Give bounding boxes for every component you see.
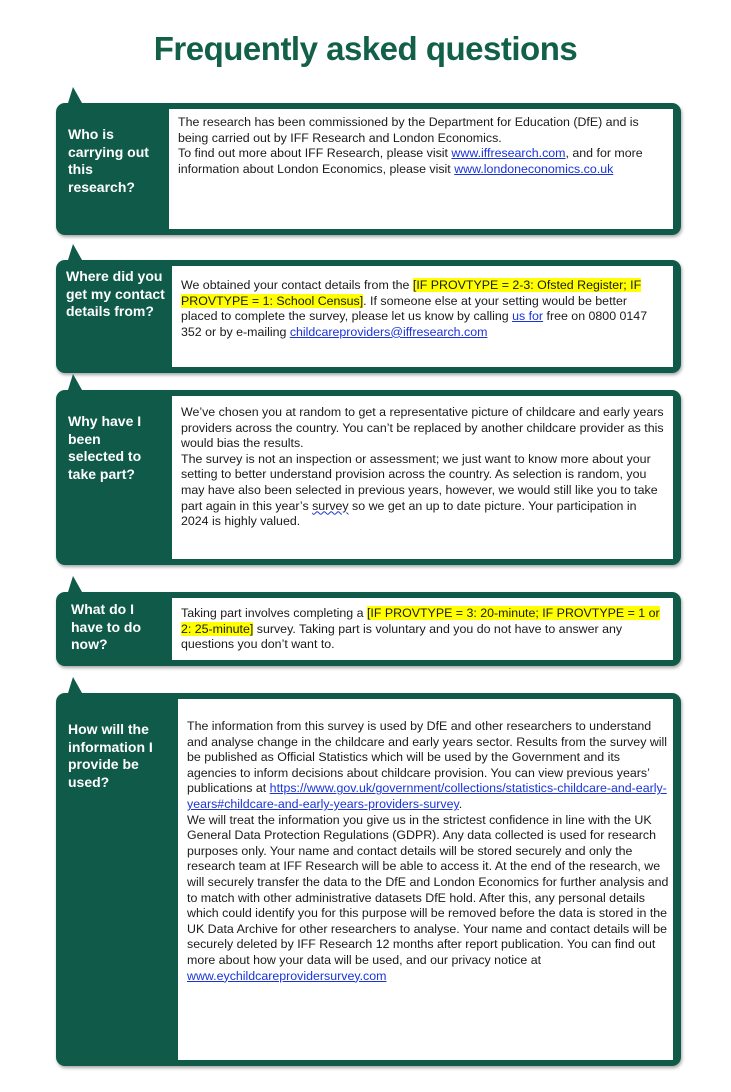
answer-text: free on 0800 0147 352 or by e-mailing <box>181 309 648 339</box>
speech-bubble-tail <box>68 244 82 260</box>
answer-paragraph <box>187 813 669 985</box>
faq-question: What do I have to do now? <box>71 601 142 653</box>
answer-paragraph <box>187 719 669 813</box>
faq-question: Who is carrying out this research? <box>68 126 149 195</box>
spellcheck-underlined-word: survey <box>312 498 349 513</box>
survey-website-link[interactable]: www.eychildcareprovidersurvey.com <box>187 968 387 983</box>
answer-text: We obtained your contact details from the <box>181 278 413 292</box>
speech-bubble-tail <box>68 576 82 592</box>
faq-answer <box>172 598 673 660</box>
faq-answer <box>172 396 673 559</box>
page-title: Frequently asked questions <box>153 30 578 67</box>
answer-paragraph <box>181 452 665 530</box>
gov-uk-publications-link[interactable]: https://www.gov.uk/government/collections/statistics-childcare-and-early-years#childcare-and-early-years-providers-survey <box>187 781 667 811</box>
answer-paragraph: We’ve chosen you at random to get a representative picture of childcare and early years providers across the country. You can’t be replaced by another childcare provider as this would bias the results. <box>181 405 664 451</box>
answer-text: . <box>458 796 463 811</box>
faq-question: How will the information I provide be used? <box>68 721 153 790</box>
answer-text: The survey is not an inspection or assessment; we just want to know more about your setting to better understand provision across the country. As selection is random, you may have also been selected in previous years, however, we would still like you to take part again in this year’s <box>181 451 658 513</box>
answer-text: . If someone else at your setting would be better placed to complete the survey, please let us know by calling <box>181 293 627 324</box>
londoneconomics-link[interactable]: www.londoneconomics.co.uk <box>454 161 614 176</box>
answer-text: To find out more about IFF Research, please visit <box>178 146 452 161</box>
faq-answer <box>172 266 673 367</box>
faq-item-research <box>56 103 681 235</box>
answer-text: Taking part involves completing a <box>181 606 367 620</box>
faq-answer <box>169 109 673 229</box>
routing-highlight: [IF PROVTYPE = 3: 20-minute; IF PROVTYPE = 1 or 2: 25-minute] <box>181 606 660 636</box>
faq-answer <box>178 699 673 1060</box>
speech-bubble-tail <box>68 677 82 693</box>
speech-bubble-tail <box>68 87 82 103</box>
faq-item-selection <box>56 390 681 565</box>
answer-paragraph: The research has been commissioned by the Department for Education (DfE) and is being carried out by IFF Research and London Economics. <box>178 115 639 145</box>
faq-question: Where did you get my contact details from? <box>66 268 165 320</box>
answer-text: so we get an up to date picture. Your participation in 2024 is highly valued. <box>181 498 637 529</box>
call-us-link[interactable]: us for <box>512 309 544 324</box>
answer-text: We will treat the information you give us in the strictest confidence in line with the UK General Data Protection Regulations (GDPR). Any data collected is used for research purposes only. Your name and contact details will be stored securely and only the research team at IFF Research will be able to access it. At the end of the research, we will securely transfer the data to the DfE and London Economics for further analysis and to match with other administrative datasets DfE hold. After this, any personal details which could identify you for this purpose will be removed before the data is stored in the UK Data Archive for other researchers to analyse. Your name and contact details will be securely deleted by IFF Research 12 months after report publication. You can find out more about how your data will be used, and our privacy notice at <box>187 812 669 967</box>
faq-question: Why have I been selected to take part? <box>68 413 142 482</box>
answer-text: survey. Taking part is voluntary and you do not have to answer any questions you don’t want to. <box>181 621 623 652</box>
answer-text: , and for more information about London Economics, please visit <box>178 146 643 176</box>
email-link[interactable]: childcareproviders@iffresearch.com <box>289 324 488 339</box>
answer-paragraph <box>178 146 665 177</box>
answer-paragraph <box>181 278 665 340</box>
answer-paragraph <box>181 606 665 653</box>
faq-item-contact-details <box>56 260 681 373</box>
speech-bubble-tail <box>68 374 82 390</box>
faq-item-data-use <box>56 693 681 1066</box>
faq-item-next-steps <box>56 592 681 666</box>
answer-text: The information from this survey is used by DfE and other researchers to understand and analyse change in the childcare and early years sector. Results from the survey will be published as Official Statistics which will be used by the Government and its agencies to inform decisions about childcare provision. You can view previous years’ publications at <box>187 719 668 796</box>
iffresearch-link[interactable]: www.iffresearch.com <box>451 146 566 161</box>
routing-highlight: [IF PROVTYPE = 2-3: Ofsted Register; IF PROVTYPE = 1: School Census] <box>181 278 642 308</box>
